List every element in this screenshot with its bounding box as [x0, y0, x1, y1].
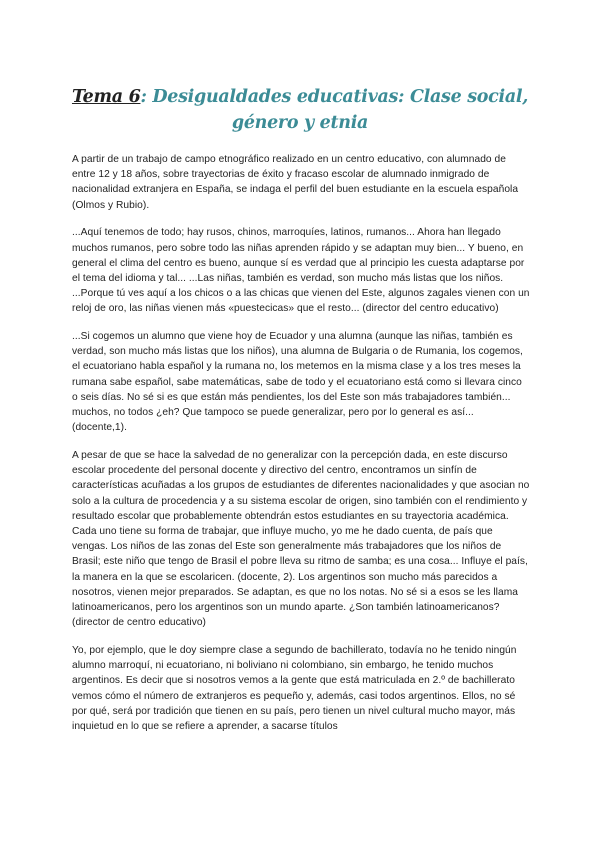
quote-director: ...Aquí tenemos de todo; hay rusos, chinos, marroquíes, latinos, rumanos... Ahora han llegado muchos rumanos, pero sobre todo las niñas aprenden rápido y se adaptan muy bien... Y bueno, en general el clima del centro es bueno, aunque sí es verdad que al principio les cuesta adaptarse por el tema del idioma y tal... ...Las niñas, también es verdad, son mucho más listas que los niños. ...Porque tú ves aquí a los chicos o a las chicas que vienen del Este, algunos zagales vienen con un reloj de oro, las niñas vienen más «puestecicas» que el resto... (director del centro educativo)	[72, 227, 530, 315]
quote-bachillerato: Yo, por ejemplo, que le doy siempre clase a segundo de bachillerato, todavía no he tenido ningún alumno marroquí, ni ecuatoriano, ni boliviano ni colombiano, sin embargo, he tenido muchos argentinos. Es decir que si nosotros vemos a la gente que está matriculada en 2.º de bachillerato vemos cómo el número de extranjeros es pequeño y, además, casi todos argentinos. Ellos, no sé por qué, será por tradición que tienen en su país, pero tienen un nivel cultural mucho mayor, más inquietud en lo que se refiere a aprender, a sacarse títulos	[72, 644, 517, 732]
paragraph-analysis: A pesar de que se hace la salvedad de no generalizar con la percepción dada, en este discurso escolar procedente del personal docente y directivo del centro, encontramos un sinfín de características acuñadas a los grupos de estudiantes de diferentes nacionalidades y que asocian no solo a la cultura de procedencia y a su sistema escolar de origen, sino también con el rendimiento y resultado escolar que probablemente obtendrán estos estudiantes en su trayectoria académica.	[72, 449, 530, 522]
quote-teacher-2: Cada uno tiene su forma de trabajar, que influye mucho, yo me he dado cuenta, de país que vengas. Los niños de las zonas del Este son generalmente más trabajadores que los niños de Brasil; este niño que tengo de Brasil el pobre lleva su ritmo de samba; es una cosa... Influye el país, la manera en la que se escolaricen. (docente, 2). Los argentinos son mucho más parecidos a nosotros, vienen mejor preparados. Se adaptan, es que no los notas. No sé si a esos se les llama latinoamericanos, pero los argentinos son un mundo aparte. ¿Son también latinoamericanos? (director de centro educativo)	[72, 525, 528, 629]
title-subject: Desigualdades educativas: Clase social, género y etnia	[152, 86, 529, 133]
page-title	[60, 84, 540, 136]
title-label: Tema 6	[71, 86, 141, 107]
title-separator: :	[140, 86, 147, 107]
paragraph-intro: A partir de un trabajo de campo etnográfico realizado en un centro educativo, con alumnado de entre 12 y 18 años, sobre trayectorias de éxito y fracaso escolar de alumnado inmigrado de nacionalidad extranjera en España, se indaga el perfil del buen estudiante en la escuela española (Olmos y Rubio).	[72, 154, 519, 211]
document-body	[72, 152, 530, 747]
quote-teacher-1: ...Si cogemos un alumno que viene hoy de Ecuador y una alumna (aunque las niñas, también es verdad, son mucho más listas que los niños), una alumna de Bulgaria o de Rumania, los cogemos, el ecuatoriano habla español y la rumana no, los metemos en la misma clase y a los tres meses la rumana sabe español, sabe matemáticas, sabe de todo y el ecuatoriano está como si llevara cinco o seis días. No sé si es que están más pendientes, los del Este son más trabajadores también... muchos, no todos ¿eh? Que tampoco se puede generalizar, pero por lo general es así... (docente,1).	[72, 331, 523, 434]
